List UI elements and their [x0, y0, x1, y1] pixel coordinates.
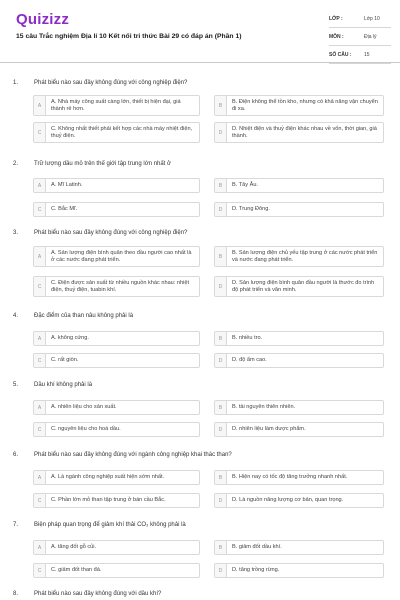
option-letter: D	[215, 423, 227, 436]
option-d[interactable]	[214, 563, 384, 578]
question-text: Phát biểu nào sau đây không đúng với ngành công nghiệp khai thác than?	[34, 452, 232, 458]
option-a[interactable]	[33, 95, 200, 116]
option-text: A. nhiên liệu cho sản xuất.	[51, 404, 117, 410]
option-a[interactable]	[33, 178, 200, 193]
question-text: Phát biểu nào sau đây không đúng với dầu khí?	[34, 591, 162, 597]
option-b[interactable]	[214, 246, 384, 267]
option-text: A. Mĩ Latinh.	[51, 182, 83, 188]
option-letter: C	[34, 277, 46, 296]
option-a[interactable]	[33, 331, 200, 346]
option-letter: C	[34, 203, 46, 216]
option-a[interactable]	[33, 470, 200, 485]
option-letter: A	[34, 471, 46, 484]
option-letter: D	[215, 123, 227, 142]
option-letter: B	[215, 96, 227, 115]
option-letter: A	[34, 541, 46, 554]
worksheet-meta	[329, 12, 391, 66]
question-text: Đặc điểm của than nâu không phải là	[34, 313, 134, 319]
option-d[interactable]	[214, 122, 384, 143]
option-text: D. Là nguồn năng lượng cơ bản, quan trọng.	[232, 497, 344, 503]
option-text: D. nhiên liệu làm dược phẩm.	[232, 426, 306, 432]
meta-key: SỐ CÂU :	[329, 52, 352, 58]
option-d[interactable]	[214, 422, 384, 437]
option-letter: B	[215, 541, 227, 554]
option-c[interactable]	[33, 422, 200, 437]
option-b[interactable]	[214, 331, 384, 346]
question-number: 6.	[13, 452, 19, 458]
option-letter: B	[215, 332, 227, 345]
option-c[interactable]	[33, 202, 200, 217]
option-b[interactable]	[214, 400, 384, 415]
option-text: B. tài nguyên thiên nhiên.	[232, 404, 296, 410]
question-number: 3.	[13, 230, 19, 236]
option-b[interactable]	[214, 178, 384, 193]
quizizz-logo: Quizizz	[16, 11, 70, 28]
option-a[interactable]	[33, 246, 200, 267]
meta-value: Địa lý	[364, 34, 377, 40]
option-letter: C	[34, 423, 46, 436]
option-d[interactable]	[214, 276, 384, 297]
option-letter: B	[215, 179, 227, 192]
option-text: C. Bắc Mĩ.	[51, 206, 78, 212]
option-text: D. tăng trồng rừng.	[232, 567, 280, 573]
meta-key: LỚP :	[329, 16, 343, 22]
option-letter: C	[34, 123, 46, 142]
question-number: 5.	[13, 382, 19, 388]
option-b[interactable]	[214, 95, 384, 116]
question-text: Phát biểu nào sau đây không đúng với công nghiệp điện?	[34, 230, 188, 236]
option-letter: D	[215, 203, 227, 216]
option-text: B. Hiện nay có tốc độ tăng trưởng nhanh nhất.	[232, 474, 348, 480]
option-text: C. Không nhất thiết phải kết hợp các nhà máy nhiệt điện, thuỷ điện.	[51, 125, 193, 139]
meta-value: 15	[364, 52, 370, 58]
option-text: A. Nhà máy công suất càng lớn, thiết bị hiện đại, giá thành rẻ hơn.	[51, 98, 181, 112]
option-text: C. nguyên liệu cho hoá dầu.	[51, 426, 121, 432]
option-text: D. Nhiệt điện và thuỷ điện khác nhau về vốn, thời gian, giá thành.	[232, 125, 377, 139]
option-letter: B	[215, 471, 227, 484]
option-letter: B	[215, 247, 227, 266]
option-text: C. giảm đốt than đá.	[51, 567, 102, 573]
question-text: Trữ lượng dầu mỏ trên thế giới tập trung lớn nhất ở	[34, 161, 171, 167]
option-letter: D	[215, 354, 227, 367]
question-text: Biện pháp quan trọng để giảm khí thải CO₂ không phải là	[34, 522, 186, 528]
option-text: D. Sản lượng điện bình quân đầu người là thước đo trình độ phát triển và văn minh.	[232, 279, 375, 293]
option-c[interactable]	[33, 353, 200, 368]
option-d[interactable]	[214, 493, 384, 508]
meta-key: MÔN :	[329, 34, 344, 40]
question-text: Phát biểu nào sau đây không đúng với công nghiệp điện?	[34, 80, 188, 86]
option-text: C. Phần lớn mỏ than tập trung ở bán cầu Bắc.	[51, 497, 166, 503]
option-letter: C	[34, 494, 46, 507]
option-text: A. Sản lượng điện bình quân theo đầu người cao nhất là ở các nước đang phát triển.	[51, 249, 192, 263]
question-number: 2.	[13, 161, 19, 167]
option-letter: C	[34, 564, 46, 577]
option-letter: A	[34, 401, 46, 414]
option-c[interactable]	[33, 122, 200, 143]
option-letter: A	[34, 96, 46, 115]
worksheet-title: 15 câu Trắc nghiệm Địa lí 10 Kết nối tri thức Bài 29 có đáp án (Phần 1)	[16, 33, 242, 40]
option-letter: B	[215, 401, 227, 414]
option-d[interactable]	[214, 353, 384, 368]
option-text: A. tăng đốt gỗ củi.	[51, 544, 97, 550]
option-text: C. rất giòn.	[51, 357, 79, 363]
option-text: B. Tây Âu.	[232, 182, 259, 188]
option-text: C. Điện được sản xuất từ nhiều nguồn khác nhau: nhiệt điện, thuỷ điện, tuabin khí.	[51, 279, 190, 293]
option-letter: D	[215, 277, 227, 296]
option-d[interactable]	[214, 202, 384, 217]
option-text: B. giảm đốt dầu khí.	[232, 544, 282, 550]
option-c[interactable]	[33, 276, 200, 297]
option-letter: D	[215, 494, 227, 507]
header-divider	[0, 62, 400, 63]
option-letter: C	[34, 354, 46, 367]
meta-row-class	[329, 12, 391, 28]
option-text: B. Sản lượng điện chủ yếu tập trung ở các nước phát triển và nước đang phát triển.	[232, 249, 378, 263]
option-letter: A	[34, 247, 46, 266]
question-number: 8.	[13, 591, 19, 597]
option-text: B. Điện không thể tồn kho, nhưng có khả năng vận chuyển đi xa.	[232, 98, 378, 112]
option-a[interactable]	[33, 400, 200, 415]
option-c[interactable]	[33, 493, 200, 508]
option-c[interactable]	[33, 563, 200, 578]
option-text: A. Là ngành công nghiệp xuất hiện sớm nhất.	[51, 474, 165, 480]
option-b[interactable]	[214, 540, 384, 555]
meta-row-subject	[329, 30, 391, 46]
option-letter: A	[34, 332, 46, 345]
option-b[interactable]	[214, 470, 384, 485]
question-number: 7.	[13, 522, 19, 528]
question-number: 1.	[13, 80, 19, 86]
option-text: A. không cứng.	[51, 335, 89, 341]
option-letter: D	[215, 564, 227, 577]
worksheet-header	[0, 0, 400, 62]
option-text: B. nhiều tro.	[232, 335, 263, 341]
question-text: Dầu khí không phải là	[34, 382, 93, 388]
question-number: 4.	[13, 313, 19, 319]
option-text: D. Trung Đông.	[232, 206, 270, 212]
option-text: D. độ ẩm cao.	[232, 357, 267, 363]
option-a[interactable]	[33, 540, 200, 555]
option-letter: A	[34, 179, 46, 192]
meta-value: Lớp 10	[364, 16, 380, 22]
